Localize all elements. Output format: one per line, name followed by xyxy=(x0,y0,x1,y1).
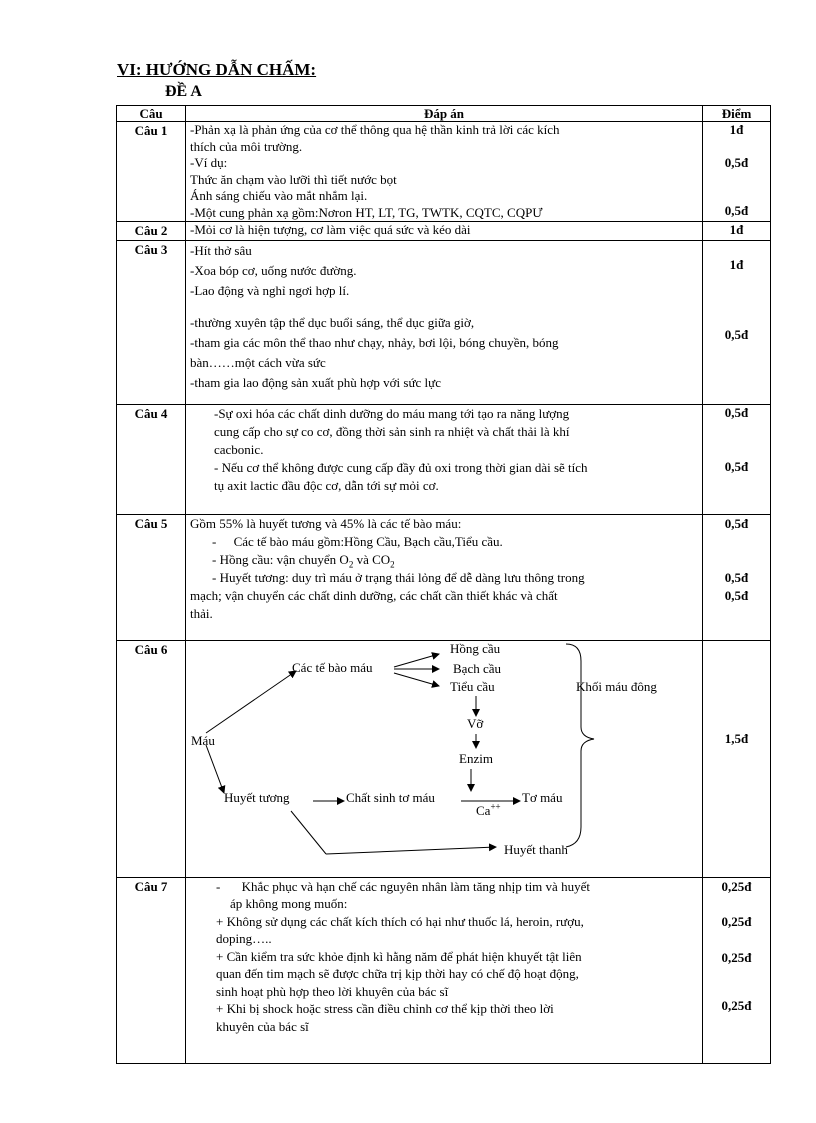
label-bach-cau: Bạch cầu xyxy=(453,660,502,676)
subscript: 2 xyxy=(390,559,395,569)
label-to-mau: Tơ máu xyxy=(522,789,563,805)
bullet-dash: - xyxy=(216,878,221,894)
answer-line: -Mỏi cơ là hiện tượng, cơ làm việc quá sức và kéo dài xyxy=(190,222,471,237)
score-value: 0,25đ xyxy=(721,878,752,894)
answer-line: Thức ăn chạm vào lưỡi thì tiết nước bọt xyxy=(190,171,397,187)
label-enzim: Enzim xyxy=(459,750,493,766)
answer-line: -Lao động và nghỉ ngơi hợp lí. xyxy=(190,282,350,298)
plasma-line xyxy=(291,811,326,854)
score-value: 1đ xyxy=(729,122,744,137)
arrow-to-tieu-cau xyxy=(394,673,439,686)
answer-line: -Ví dụ: xyxy=(190,155,228,170)
section-title: VI: HƯỚNG DẪN CHẤM: xyxy=(117,60,317,79)
score-cell xyxy=(703,514,771,640)
score-value: 0,5đ xyxy=(724,404,749,420)
score-value: 0,5đ xyxy=(724,459,749,474)
brace-icon xyxy=(566,644,594,847)
bullet-dash: - xyxy=(212,533,217,549)
score-cell xyxy=(703,222,771,241)
question-label: Câu 2 xyxy=(117,222,186,241)
table-row-q5 xyxy=(117,514,771,640)
score-value: 0,25đ xyxy=(721,914,752,929)
answer-line: -Phản xạ là phản ứng của cơ thể thông qua hệ thần kinh trả lời các kích xyxy=(190,122,560,137)
table-row-q3 xyxy=(117,240,771,404)
answer-line: -tham gia lao động sản xuất phù hợp với sức lực xyxy=(190,374,441,390)
table-header-row xyxy=(117,106,771,122)
blood-clotting-diagram xyxy=(186,641,702,877)
label-khoi-mau-dong: Khối máu đông xyxy=(576,678,657,694)
label-vo: Vỡ xyxy=(467,715,484,731)
answer-line: khuyên của bác sĩ xyxy=(216,1018,309,1034)
answer-line: cacbonic. xyxy=(214,441,264,457)
answer-text: Khắc phục và hạn chế các nguyên nhân làm tăng nhịp tim và huyết xyxy=(241,878,590,894)
question-label: Câu 4 xyxy=(117,404,186,514)
score-value: 0,5đ xyxy=(724,327,749,342)
question-label: Câu 7 xyxy=(117,877,186,1063)
answer-cell xyxy=(186,404,703,514)
answer-cell xyxy=(186,877,703,1063)
label-tieu-cau: Tiểu cầu xyxy=(450,678,495,694)
diagram-arrows xyxy=(186,641,703,877)
score-value: 0,5đ xyxy=(724,154,749,170)
superscript: ++ xyxy=(490,801,501,812)
answer-line: sinh hoạt phù hợp theo lời khuyên của bác sĩ xyxy=(216,983,449,999)
answer-line: áp không mong muốn: xyxy=(230,896,348,911)
answer-cell xyxy=(186,222,703,241)
answer-line: -tham gia các môn thể thao như chạy, nhảy, bơi lội, bóng chuyền, bóng xyxy=(190,334,559,350)
answer-line xyxy=(190,878,698,896)
question-label: Câu 3 xyxy=(117,240,186,404)
answer-line xyxy=(190,551,698,569)
score-cell xyxy=(703,640,771,877)
exam-variant-label: ĐỀ A xyxy=(165,83,202,100)
score-cell xyxy=(703,240,771,404)
arrow-mau-to-plasma xyxy=(206,745,224,793)
answer-line: -Hít thở sâu xyxy=(190,242,252,258)
table-row-q7 xyxy=(117,877,771,1063)
table-row-q6 xyxy=(117,640,771,877)
label-mau: Máu xyxy=(191,732,215,748)
score-value: 0,5đ xyxy=(724,515,749,531)
answer-line: thải. xyxy=(190,605,213,621)
answer-line: quan đến tim mạch sẽ được chữa trị kịp thời hay có chế độ hoạt động, xyxy=(216,966,579,981)
answer-line: bàn……một cách vừa sức xyxy=(190,354,326,370)
question-label: Câu 5 xyxy=(117,514,186,640)
answer-text: - Hồng cầu: vận chuyển O xyxy=(212,551,349,567)
answer-text: và CO xyxy=(353,551,391,567)
score-value: 0,5đ xyxy=(724,587,749,603)
answer-line: Ánh sáng chiếu vào mắt nhắm lại. xyxy=(190,188,368,203)
label-calcium: Ca++ xyxy=(476,801,501,818)
subscript: 2 xyxy=(348,559,354,569)
score-value: 0,5đ xyxy=(724,569,749,585)
answer-line: + Cần kiểm tra sức khỏe định kì hằng năm để phát hiện khuyết tật liên xyxy=(216,948,582,964)
answer-line: tụ axit lactic đầu độc cơ, dẫn tới sự mỏi cơ. xyxy=(214,477,439,493)
label-cac-te-bao-mau: Các tế bào máu xyxy=(292,659,373,675)
answer-line: + Không sử dụng các chất kích thích có hại như thuốc lá, heroin, rượu, xyxy=(216,913,584,929)
arrow-mau-to-cells xyxy=(206,671,296,733)
answer-line: + Khi bị shock hoặc stress cần điều chỉnh cơ thể kịp thời theo lời xyxy=(216,1001,554,1016)
answer-text: Các tế bào máu gồm:Hồng Cầu, Bạch cầu,Tiểu cầu. xyxy=(233,533,503,549)
answer-line: - Nếu cơ thể không được cung cấp đầy đủ oxi trong thời gian dài sẽ tích xyxy=(214,459,588,475)
answer-cell xyxy=(186,640,703,877)
label-hong-cau: Hồng cầu xyxy=(450,640,501,656)
column-header-answer: Đáp án xyxy=(186,106,703,122)
column-header-question: Câu xyxy=(117,106,186,122)
answer-line: cung cấp cho sự co cơ, đồng thời sản sinh ra nhiệt và chất thải là khí xyxy=(214,423,570,439)
answer-line: -Một cung phản xạ gồm:Nơron HT, LT, TG, TWTK, CQTC, CQPƯ xyxy=(190,204,543,220)
answer-line xyxy=(190,533,698,551)
answer-line: doping….. xyxy=(216,931,272,946)
answer-line: -Xoa bóp cơ, uống nước đường. xyxy=(190,262,357,278)
score-cell xyxy=(703,404,771,514)
arrow-to-huyet-thanh xyxy=(326,847,496,854)
answer-cell xyxy=(186,240,703,404)
table-row-q4 xyxy=(117,404,771,514)
score-cell xyxy=(703,122,771,222)
table-row-q2 xyxy=(117,222,771,241)
answer-cell xyxy=(186,514,703,640)
label-huyet-tuong: Huyết tương xyxy=(224,789,290,805)
answer-line: thích của môi trường. xyxy=(190,138,303,154)
label-chat-sinh-to-mau: Chất sinh tơ máu xyxy=(346,789,435,805)
grading-table xyxy=(116,105,771,1064)
arrow-to-hong-cau xyxy=(394,654,439,667)
column-header-score: Điểm xyxy=(703,106,771,122)
answer-line: mạch; vận chuyển các chất dinh dưỡng, các chất cần thiết khác và chất xyxy=(190,587,558,603)
answer-line: -Sự oxi hóa các chất dinh dưỡng do máu mang tới tạo ra năng lượng xyxy=(214,405,570,421)
score-value: 1đ xyxy=(729,256,744,272)
score-value: 0,25đ xyxy=(721,998,752,1013)
question-label: Câu 1 xyxy=(117,122,186,222)
score-value: 1đ xyxy=(729,222,744,237)
table-row-q1 xyxy=(117,122,771,222)
answer-cell xyxy=(186,122,703,222)
score-value: 0,25đ xyxy=(721,949,752,965)
question-label: Câu 6 xyxy=(117,640,186,877)
answer-line: -thường xuyên tập thể dục buổi sáng, thể dục giữa giờ, xyxy=(190,314,475,330)
score-value: 1,5đ xyxy=(724,730,749,746)
score-value: 0,5đ xyxy=(724,203,749,218)
answer-line: Gồm 55% là huyết tương và 45% là các tế bào máu: xyxy=(190,515,462,531)
label-huyet-thanh: Huyết thanh xyxy=(504,841,568,857)
score-cell xyxy=(703,877,771,1063)
answer-line: - Huyết tương: duy trì máu ở trạng thái lỏng để dễ dàng lưu thông trong xyxy=(212,569,585,585)
